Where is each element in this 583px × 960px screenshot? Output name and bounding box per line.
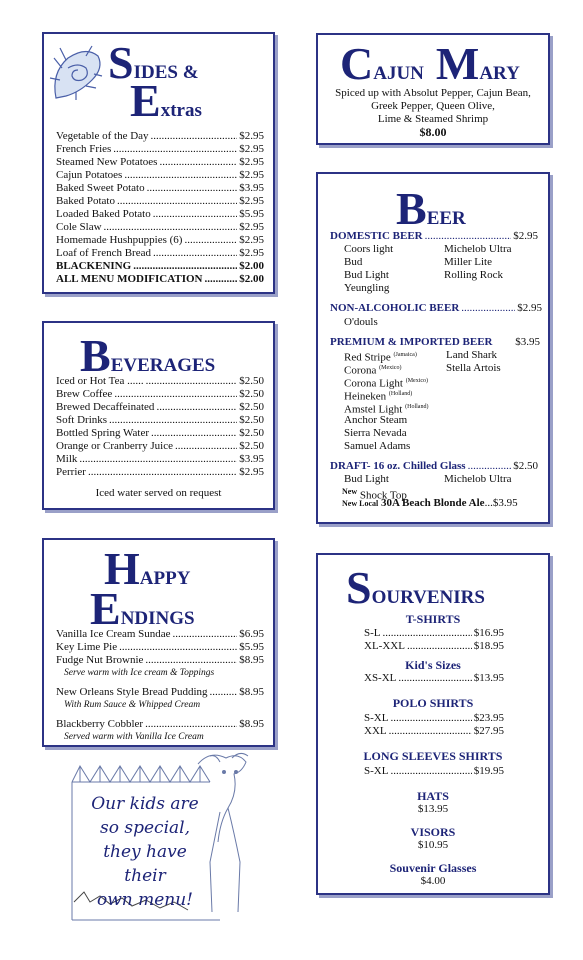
sides-item-price: $2.95 — [239, 195, 264, 207]
dessert-item-price: $5.95 — [239, 641, 264, 653]
glasses-price: $4.00 — [420, 875, 446, 887]
sides-item — [56, 234, 264, 247]
hats-label: HATS — [417, 789, 449, 803]
sides-item — [56, 208, 264, 221]
tshirts-range-1: S-L — [364, 627, 381, 639]
souvenirs-title-s: S — [346, 562, 372, 613]
draft-item-bud-light: Bud Light — [344, 473, 389, 485]
sides-item-price: $2.95 — [239, 130, 264, 142]
premium-beer-name: Amstel Light — [344, 403, 403, 416]
sides-item-name: Loaded Baked Potato — [56, 208, 151, 220]
kids-line-4: own menu! — [96, 890, 194, 910]
premium-beer-name: Samuel Adams — [344, 440, 411, 452]
cajun-title-rest2: ARY — [479, 63, 520, 84]
sides-item-name: Vegetable of the Day — [56, 130, 149, 142]
beverages-title-b: B — [80, 330, 111, 381]
sides-item-name: BLACKENING — [56, 260, 132, 272]
draft-shock-top: Shock Top — [359, 489, 407, 502]
sides-title-e: E — [130, 75, 161, 126]
beverage-item-price: $2.50 — [239, 427, 264, 439]
kids-line-2: so special, — [100, 818, 190, 838]
premium-beer-row — [330, 336, 540, 349]
kids-sizes-range: XS-XL — [364, 672, 397, 684]
beer-title-rest: EER — [426, 208, 466, 229]
dessert-note: Served warm with Vanilla Ice Cream — [64, 732, 204, 742]
dessert-item-name: Fudge Nut Brownie — [56, 654, 144, 666]
sides-item-price: $2.95 — [239, 156, 264, 168]
sides-item — [56, 143, 264, 156]
domestic-beer-price: $2.95 — [513, 230, 538, 242]
visors-label: VISORS — [410, 825, 456, 839]
sides-item-name: Cajun Potatoes — [56, 169, 123, 181]
domestic-beer-item: Coors light — [344, 243, 394, 255]
happy-title-rest2: NDINGS — [120, 608, 195, 629]
happy-title-h: H — [104, 543, 140, 594]
sides-item — [56, 169, 264, 182]
premium-beer-price: $3.95 — [515, 336, 540, 348]
sides-item-price: $2.95 — [239, 143, 264, 155]
sides-item-name: French Fries — [56, 143, 112, 155]
kids-line-1: Our kids are — [91, 794, 199, 814]
long-sleeves-price: $19.95 — [473, 765, 504, 777]
dessert-item — [56, 686, 264, 699]
hats-price: $13.95 — [417, 803, 449, 815]
long-sleeves-label: LONG SLEEVES SHIRTS — [363, 749, 503, 763]
sides-item-name: Cole Slaw — [56, 221, 102, 233]
cajun-mary-panel — [316, 33, 550, 145]
beverage-item-price: $2.50 — [239, 414, 264, 426]
sides-item-name: Loaf of French Bread — [56, 247, 151, 259]
draft-blonde-price: $3.95 — [492, 497, 518, 509]
cajun-title-rest1: AJUN — [373, 63, 424, 84]
sides-item — [56, 273, 264, 286]
sides-item — [56, 182, 264, 195]
dessert-item — [56, 641, 264, 654]
beverage-item-name: Perrier — [56, 466, 86, 478]
sides-title-rest2: xtras — [160, 100, 202, 121]
premium-beer-origin: (Jamaica) — [393, 352, 417, 358]
draft-blonde-ale: 30A Beach Blonde Ale — [380, 497, 485, 509]
sides-item-name: Homemade Hushpuppies (6) — [56, 234, 183, 246]
polo-label: POLO SHIRTS — [392, 696, 474, 710]
premium-beer-name: Heineken — [344, 390, 387, 403]
premium-beer-name: Corona Light — [344, 377, 403, 390]
cajun-desc-3: Lime & Steamed Shrimp — [377, 113, 489, 125]
premium-beer-name: Red Stripe — [344, 351, 391, 364]
polo-price-2: $27.95 — [473, 725, 504, 737]
beverage-item-price: $2.50 — [239, 440, 264, 452]
seashell-illustration — [46, 38, 106, 108]
beverage-item-name: Milk — [56, 453, 78, 465]
premium-beer-label: PREMIUM & IMPORTED BEER — [330, 336, 493, 348]
dessert-item-price: $8.95 — [239, 686, 264, 698]
beverage-item-name: Brewed Decaffeinated — [56, 401, 155, 413]
draft-item-michelob: Michelob Ultra — [444, 473, 512, 485]
dessert-item-name: New Orleans Style Bread Pudding — [56, 686, 208, 698]
beverage-item — [56, 427, 264, 440]
happy-endings-panel — [42, 538, 275, 747]
sides-item — [56, 156, 264, 169]
beverage-item-name: Soft Drinks — [56, 414, 108, 426]
beverage-item-price: $3.95 — [239, 453, 264, 465]
premium-beer-name: Corona — [344, 364, 377, 377]
long-sleeves-range: S-XL — [364, 765, 389, 777]
sides-item — [56, 221, 264, 234]
cajun-title-m: M — [435, 38, 480, 89]
domestic-beer-label: DOMESTIC BEER — [330, 230, 423, 242]
premium-beer-name: Sierra Nevada — [344, 427, 407, 439]
tshirts-price-1: $16.95 — [473, 627, 504, 639]
sides-item-price: $2.95 — [239, 169, 264, 181]
beverage-item — [56, 466, 264, 479]
beverages-panel — [42, 321, 275, 510]
domestic-beer-item: Michelob Ultra — [444, 243, 512, 255]
cajun-desc-1: Spiced up with Absolut Pepper, Cajun Bean, — [335, 87, 531, 99]
beverage-item — [56, 375, 264, 388]
happy-title-e: E — [90, 583, 121, 634]
beverage-item — [56, 388, 264, 401]
beverage-item-name: Orange or Cranberry Juice — [56, 440, 173, 452]
beverage-item — [56, 440, 264, 453]
beverage-item — [56, 414, 264, 427]
premium-beer-item — [344, 440, 410, 453]
draft-new-local-tag: New Local — [342, 499, 379, 508]
domestic-beer-item: Miller Lite — [444, 256, 492, 268]
premium-beer-origin: (Mexico) — [405, 378, 429, 384]
domestic-beer-item: Bud — [344, 256, 363, 268]
dessert-item-price: $8.95 — [239, 654, 264, 666]
nonalc-item: O'douls — [344, 316, 378, 328]
domestic-beer-item: Rolling Rock — [444, 269, 503, 281]
kids-sizes-label: Kid's Sizes — [405, 658, 461, 672]
tshirts-label: T-SHIRTS — [405, 612, 461, 626]
premium-beer-origin: (Mexico) — [379, 365, 402, 371]
sides-item-price: $5.95 — [239, 208, 264, 220]
beverage-item — [56, 453, 264, 466]
sides-item-price: $2.95 — [239, 234, 264, 246]
premium-beer-item — [344, 414, 407, 427]
sides-item-price: $2.00 — [239, 273, 264, 285]
kids-sizes-price: $13.95 — [473, 672, 504, 684]
beverages-note: Iced water served on request — [95, 487, 222, 499]
polo-range-1: S-XL — [364, 712, 389, 724]
kids-line-3: they have their — [103, 842, 187, 886]
dessert-item — [56, 654, 264, 667]
dessert-item-name: Key Lime Pie — [56, 641, 118, 653]
beverage-item-price: $2.95 — [239, 466, 264, 478]
beverage-item — [56, 401, 264, 414]
nonalc-beer-price: $2.95 — [517, 302, 542, 314]
beverage-item-price: $2.50 — [239, 388, 264, 400]
kids-menu-sign — [70, 752, 270, 922]
sides-item-price: $2.95 — [239, 247, 264, 259]
sides-item-price: $2.95 — [239, 221, 264, 233]
dessert-item-price: $8.95 — [239, 718, 264, 730]
nonalc-beer-label: NON-ALCOHOLIC BEER — [330, 302, 460, 314]
domestic-beer-item: Yeungling — [344, 282, 390, 294]
cajun-title-c: C — [340, 38, 374, 89]
draft-beer-row — [330, 460, 538, 473]
domestic-beer-item: Bud Light — [344, 269, 389, 281]
dessert-item-name: Blackberry Cobbler — [56, 718, 144, 730]
tshirts-range-2: XL-XXL — [364, 640, 405, 652]
beer-title-b: B — [396, 183, 427, 234]
nonalc-beer-row — [330, 302, 542, 315]
sides-item — [56, 130, 264, 143]
premium-beer-origin: (Holland) — [405, 404, 429, 410]
polo-range-2: XXL — [364, 725, 387, 737]
sides-item-price: $3.95 — [239, 182, 264, 194]
happy-title-rest1: APPY — [139, 568, 191, 589]
premium-beer-item: Stella Artois — [446, 362, 501, 374]
souvenirs-panel — [316, 553, 550, 895]
premium-beer-origin: (Holland) — [388, 391, 413, 397]
sides-item-name: Baked Sweet Potato — [56, 182, 145, 194]
beer-panel: BEER DOMESTIC BEER ..... $2.95 Coors light Bud Bud Light Yeungling Michelob Ultra Miller Lite Rolling Rock NON-ALCOHOLIC BEER ..... $2.95 O'douls PREMIUM & IMPORTED BEER $3.95 Red Stripe $^{(Jamaica)}$ Corona $^{(Mexico)}$ Corona Light $^{(Mexico)}$ Heineken $^{(Holland)}$ Amstel Light $^{(Holland)}$ Anchor Steam Sierra Nevada Samuel Adams Land Shark Stella Artois DRAFT- 16 oz. Chilled Glass ..... $2.50 Bud Light Michelob Ultra $^{New}$ Shock Top New Local 30A Beach Blonde Ale...$3.95 — [316, 172, 550, 524]
beverage-item-name: Bottled Spring Water — [56, 427, 150, 439]
beverage-item-price: $2.50 — [239, 401, 264, 413]
premium-beer-item: Land Shark — [446, 349, 498, 361]
polo-price-1: $23.95 — [473, 712, 504, 724]
visors-price: $10.95 — [417, 839, 449, 851]
sides-item-price: $2.00 — [239, 260, 264, 272]
sides-item-name: Baked Potato — [56, 195, 115, 207]
beverage-item-name: Brew Coffee — [56, 388, 113, 400]
sides-title-s: S — [108, 37, 134, 88]
premium-beer-name: Anchor Steam — [344, 414, 408, 426]
beverages-title-rest: EVERAGES — [110, 355, 216, 376]
draft-beer-label: DRAFT- 16 oz. Chilled Glass — [330, 460, 466, 472]
dessert-note: With Rum Sauce & Whipped Cream — [64, 700, 201, 710]
sides-extras-panel — [42, 32, 275, 294]
draft-beer-price: $2.50 — [513, 460, 538, 472]
beverage-item-price: $2.50 — [239, 375, 264, 387]
draft-new-tag: New — [342, 487, 358, 496]
sides-item — [56, 260, 264, 273]
beverage-item-name: Iced or Hot Tea ...... — [56, 375, 144, 387]
sides-item-name: Steamed New Potatoes — [56, 156, 158, 168]
souvenirs-title-rest: OURVENIRS — [371, 587, 485, 608]
dessert-item-name: Vanilla Ice Cream Sundae — [56, 628, 171, 640]
cajun-desc-2: Greek Pepper, Queen Olive, — [371, 100, 495, 112]
cajun-price: $8.00 — [419, 125, 447, 139]
dessert-item — [56, 628, 264, 641]
glasses-label: Souvenir Glasses — [389, 861, 477, 875]
sides-item-name: ALL MENU MODIFICATION — [56, 273, 203, 285]
dessert-item-price: $6.95 — [239, 628, 264, 640]
premium-beer-item — [344, 427, 407, 440]
sides-item — [56, 195, 264, 208]
dessert-item — [56, 718, 264, 731]
sides-item — [56, 247, 264, 260]
dessert-note: Serve warm with Ice cream & Toppings — [64, 668, 215, 678]
domestic-beer-row — [330, 230, 538, 243]
sides-title-rest1: IDES & — [133, 62, 199, 83]
tshirts-price-2: $18.95 — [473, 640, 504, 652]
